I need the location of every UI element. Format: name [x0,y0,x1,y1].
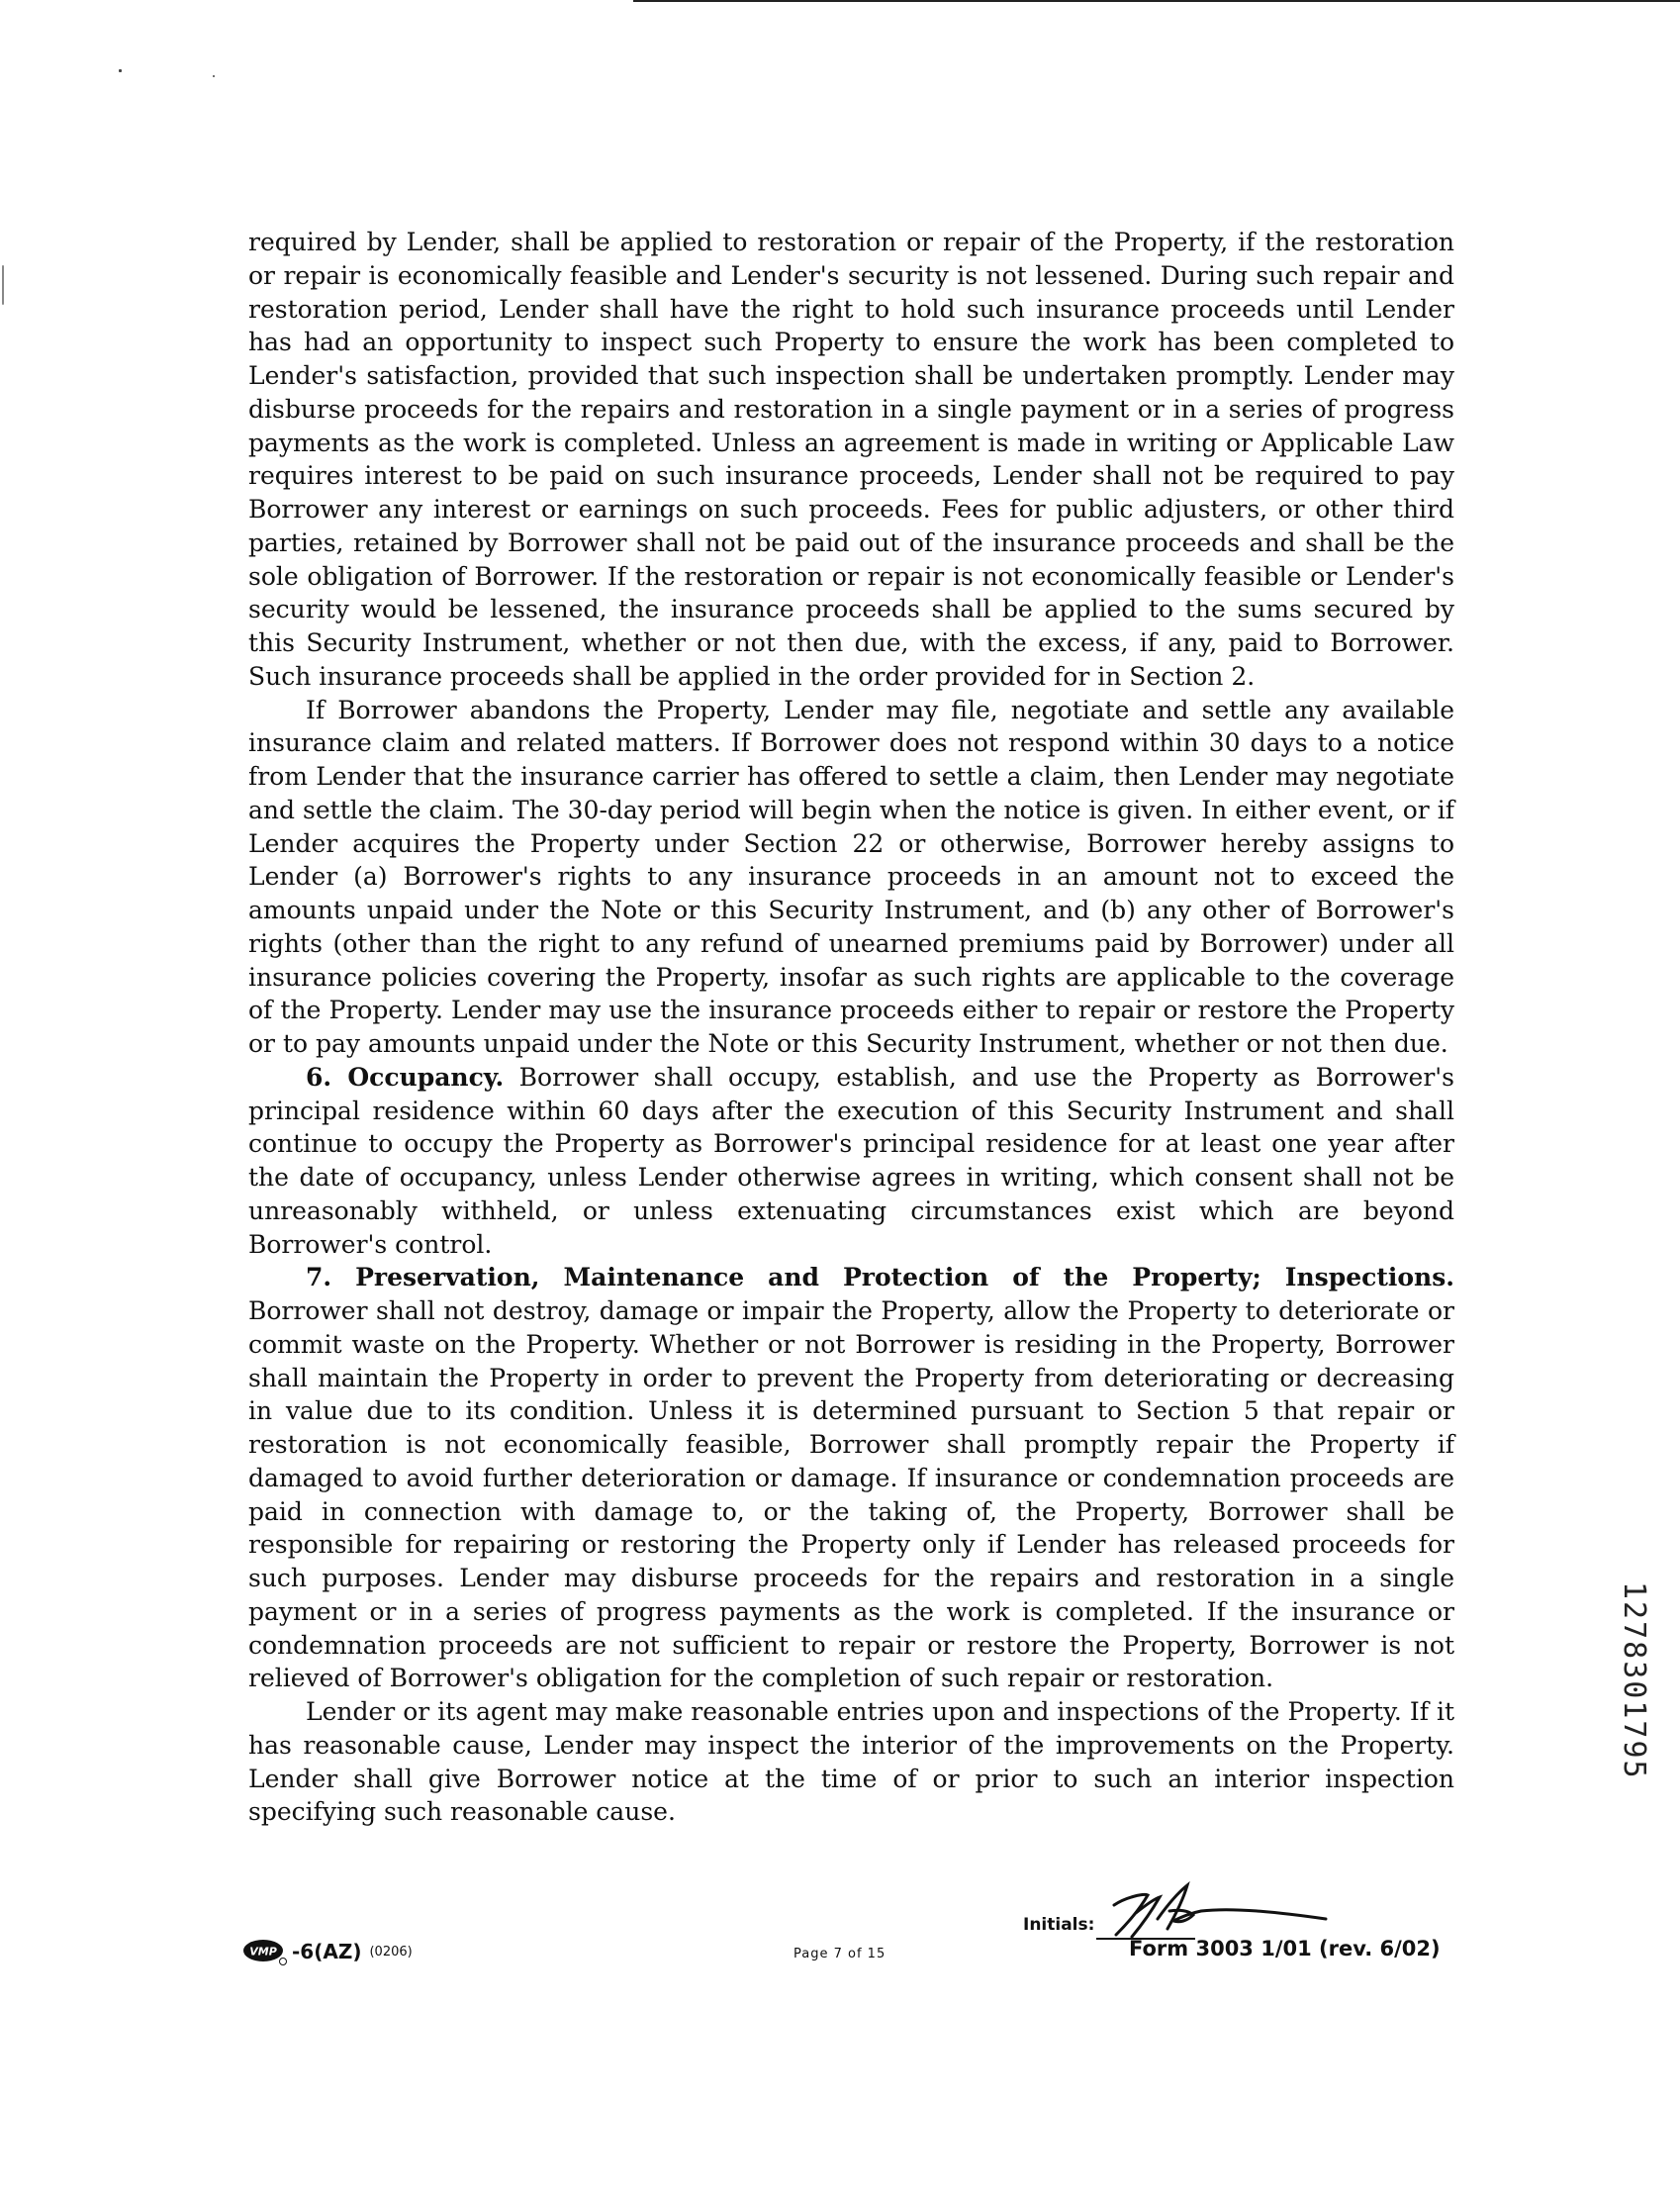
document-body [248,226,1454,1829]
initials-signature [1096,1875,1334,1945]
vmp-logo-text: VMP [249,1945,277,1959]
section-heading-occupancy: 6. Occupancy. [306,1062,505,1092]
scan-speck [2,265,4,305]
paragraph-preservation: 7. Preservation, Maintenance and Protection of the Property; Inspections. Borrower shall not destroy, damage or impair the Property, allow the Property to deteriorate or commit waste on the Property. Whether or not Borrower is residing in the Property, Borrower shall maintain the Property in order to prevent the Property from deteriorating or decreasing in value due to its condition. Unless it is determined pursuant to Section 5 that repair or restoration is not economically feasible, Borrower shall promptly repair the Property if damaged to avoid further deterioration or damage. If insurance or condemnation proceeds are paid in connection with damage to, or the taking of, the Property, Borrower shall be responsible for repairing or restoring the Property only if Lender has released proceeds for such purposes. Lender may disburse proceeds for the repairs and restoration in a single payment or in a series of progress payments as the work is completed. If the insurance or condemnation proceeds are not sufficient to repair or restore the Property, Borrower is not relieved of Borrower's obligation for the completion of such repair or restoration. [248,1263,1454,1693]
form-code: -6(AZ) [292,1940,362,1963]
paragraph-occupancy: 6. Occupancy. Borrower shall occupy, establish, and use the Property as Borrower's principal residence within 60 days after the execution of this Security Instrument and shall continue to occupy the Property as Borrower's principal residence for at least one year after the date of occupancy, unless Lender otherwise agrees in writing, which consent shall not be unreasonably withheld, or unless extenuating circumstances exist which are beyond Borrower's control. [248,1062,1454,1259]
scan-speck [119,69,122,72]
top-scan-edge [633,0,1680,2]
scan-speck [213,75,215,77]
paragraph-insurance-proceeds: required by Lender, shall be applied to restoration or repair of the Property, if the restoration or repair is economically feasible and Lender's security is not lessened. During such repair and restoration period, Lender shall have the right to hold such insurance proceeds until Lender has had an opportunity to inspect such Property to ensure the work has been completed to Lender's satisfaction, provided that such inspection shall be undertaken promptly. Lender may disburse proceeds for the repairs and restoration in a single payment or in a series of progress payments as the work is completed. Unless an agreement is made in writing or Applicable Law requires interest to be paid on such insurance proceeds, Lender shall not be required to pay Borrower any interest or earnings on such proceeds. Fees for public adjusters, or other third parties, retained by Borrower shall not be paid out of the insurance proceeds and shall be the sole obligation of Borrower. If the restoration or repair is not economically feasible or Lender's security would be lessened, the insurance proceeds shall be applied to the sums secured by this Security Instrument, whether or not then due, with the excess, if any, paid to Borrower. Such insurance proceeds shall be applied in the order provided for in Section 2. [248,228,1454,691]
section-heading-preservation: 7. Preservation, Maintenance and Protection of the Property; Inspections. [306,1263,1454,1292]
recording-number-stamp: 1278301795 [1617,1581,1651,1780]
vmp-logo-icon [242,1937,290,1966]
paragraph-inspections: Lender or its agent may make reasonable entries upon and inspections of the Property. If it has reasonable cause, Lender may inspect the interior of the improvements on the Property. Lender shall give Borrower notice at the time of or prior to such an interior inspection specifying such reasonable cause. [248,1697,1454,1827]
page-number: Page 7 of 15 [793,1947,887,1961]
paragraph-abandonment: If Borrower abandons the Property, Lender may file, negotiate and settle any available insurance claim and related matters. If Borrower does not respond within 30 days to a notice from Lender that the insurance carrier has offered to settle a claim, then Lender may negotiate and settle the claim. The 30-day period will begin when the notice is given. In either event, or if Lender acquires the Property under Section 22 or otherwise, Borrower hereby assigns to Lender (a) Borrower's rights to any insurance proceeds in an amount not to exceed the amounts unpaid under the Note or this Security Instrument, and (b) any other of Borrower's rights (other than the right to any refund of unearned premiums paid by Borrower) under all insurance policies covering the Property, insofar as such rights are applicable to the coverage of the Property. Lender may use the insurance proceeds either to repair or restore the Property or to pay amounts unpaid under the Note or this Security Instrument, whether or not then due. [248,695,1454,1058]
form-code-block [242,1932,413,1971]
form-number: Form 3003 1/01 (rev. 6/02) [1129,1937,1441,1960]
form-revision-code: (0206) [369,1944,413,1960]
initials-label: Initials: [1023,1915,1095,1935]
